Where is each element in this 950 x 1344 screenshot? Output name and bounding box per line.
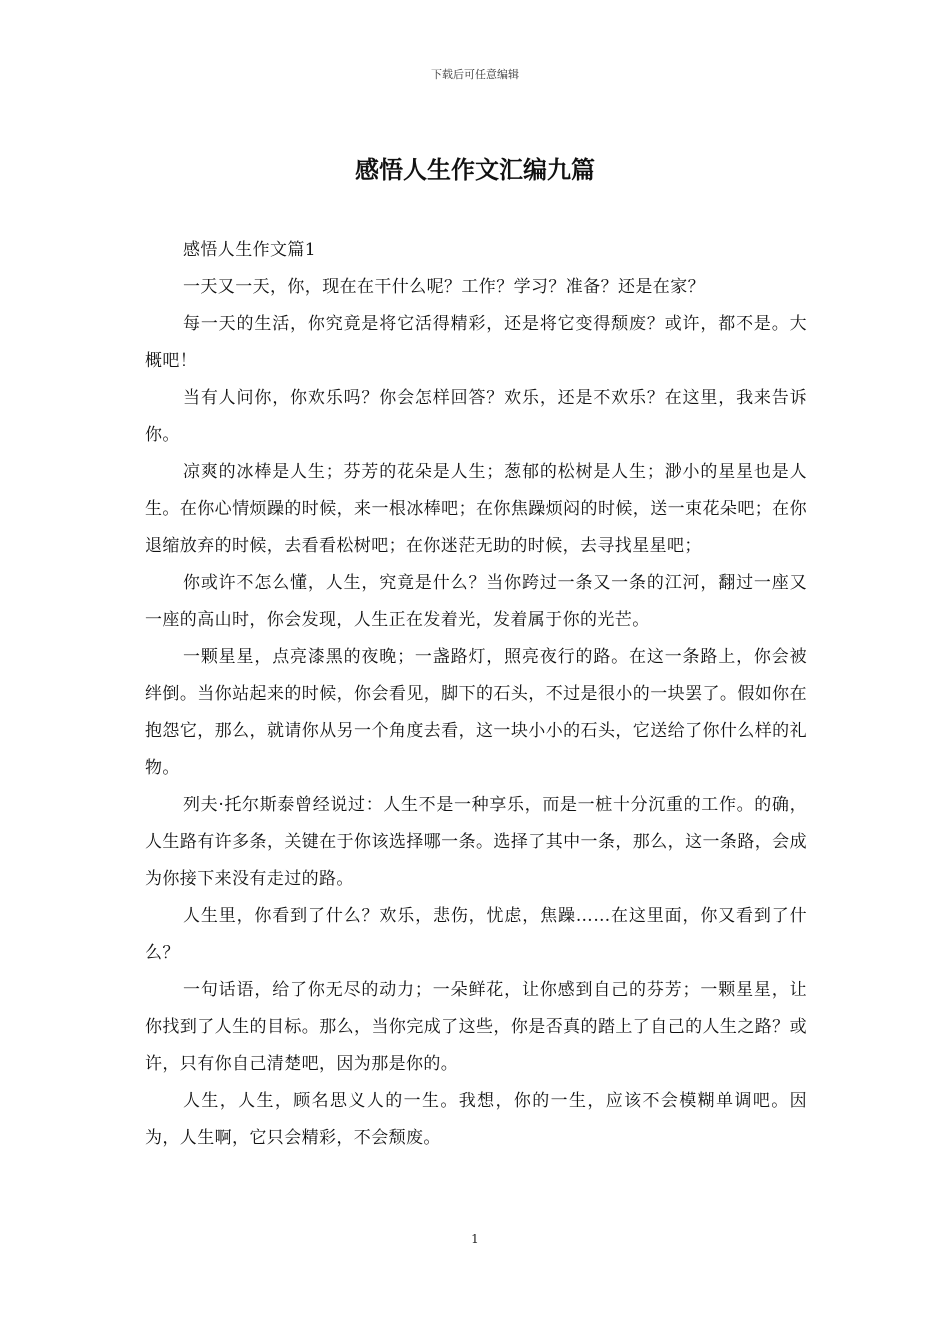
paragraph: 人生，人生，顾名思义人的一生。我想，你的一生，应该不会模糊单调吧。因为，人生啊，它只会精彩，不会颓废。 bbox=[145, 1091, 807, 1148]
document-body bbox=[145, 232, 807, 1157]
paragraph: 一句话语，给了你无尽的动力；一朵鲜花，让你感到自己的芬芳；一颗星星，让你找到了人生的目标。那么，当你完成了这些，你是否真的踏上了自己的人生之路？或许，只有你自己清楚吧，因为那是你的。 bbox=[145, 980, 807, 1074]
header-note: 下载后可任意编辑 bbox=[431, 68, 519, 81]
paragraph: 凉爽的冰棒是人生；芬芳的花朵是人生；葱郁的松树是人生；渺小的星星也是人生。在你心情烦躁的时候，来一根冰棒吧；在你焦躁烦闷的时候，送一束花朵吧；在你退缩放弃的时候，去看看松树吧；在你迷茫无助的时候，去寻找星星吧； bbox=[145, 462, 807, 556]
page-number: 1 bbox=[471, 1232, 479, 1246]
section-heading: 感悟人生作文篇1 bbox=[183, 240, 317, 260]
paragraph: 当有人问你，你欢乐吗？你会怎样回答？欢乐，还是不欢乐？在这里，我来告诉你。 bbox=[145, 388, 807, 445]
paragraph: 一天又一天，你，现在在干什么呢？工作？学习？准备？还是在家？ bbox=[183, 277, 705, 297]
paragraph: 人生里，你看到了什么？欢乐，悲伤，忧虑，焦躁……在这里面，你又看到了什么？ bbox=[145, 906, 807, 963]
paragraph: 列夫·托尔斯泰曾经说过：人生不是一种享乐，而是一桩十分沉重的工作。的确，人生路有许多条，关键在于你该选择哪一条。选择了其中一条，那么，这一条路，会成为你接下来没有走过的路。 bbox=[145, 795, 807, 889]
document-title: 感悟人生作文汇编九篇 bbox=[355, 155, 595, 184]
paragraph: 一颗星星，点亮漆黑的夜晚；一盏路灯，照亮夜行的路。在这一条路上，你会被绊倒。当你站起来的时候，你会看见，脚下的石头，不过是很小的一块罢了。假如你在抱怨它，那么，就请你从另一个角度去看，这一块小小的石头，它送给了你什么样的礼物。 bbox=[145, 647, 807, 778]
paragraph: 你或许不怎么懂，人生，究竟是什么？当你跨过一条又一条的江河，翻过一座又一座的高山时，你会发现，人生正在发着光，发着属于你的光芒。 bbox=[145, 573, 807, 630]
paragraph: 每一天的生活，你究竟是将它活得精彩，还是将它变得颓废？或许，都不是。大概吧！ bbox=[145, 314, 807, 371]
